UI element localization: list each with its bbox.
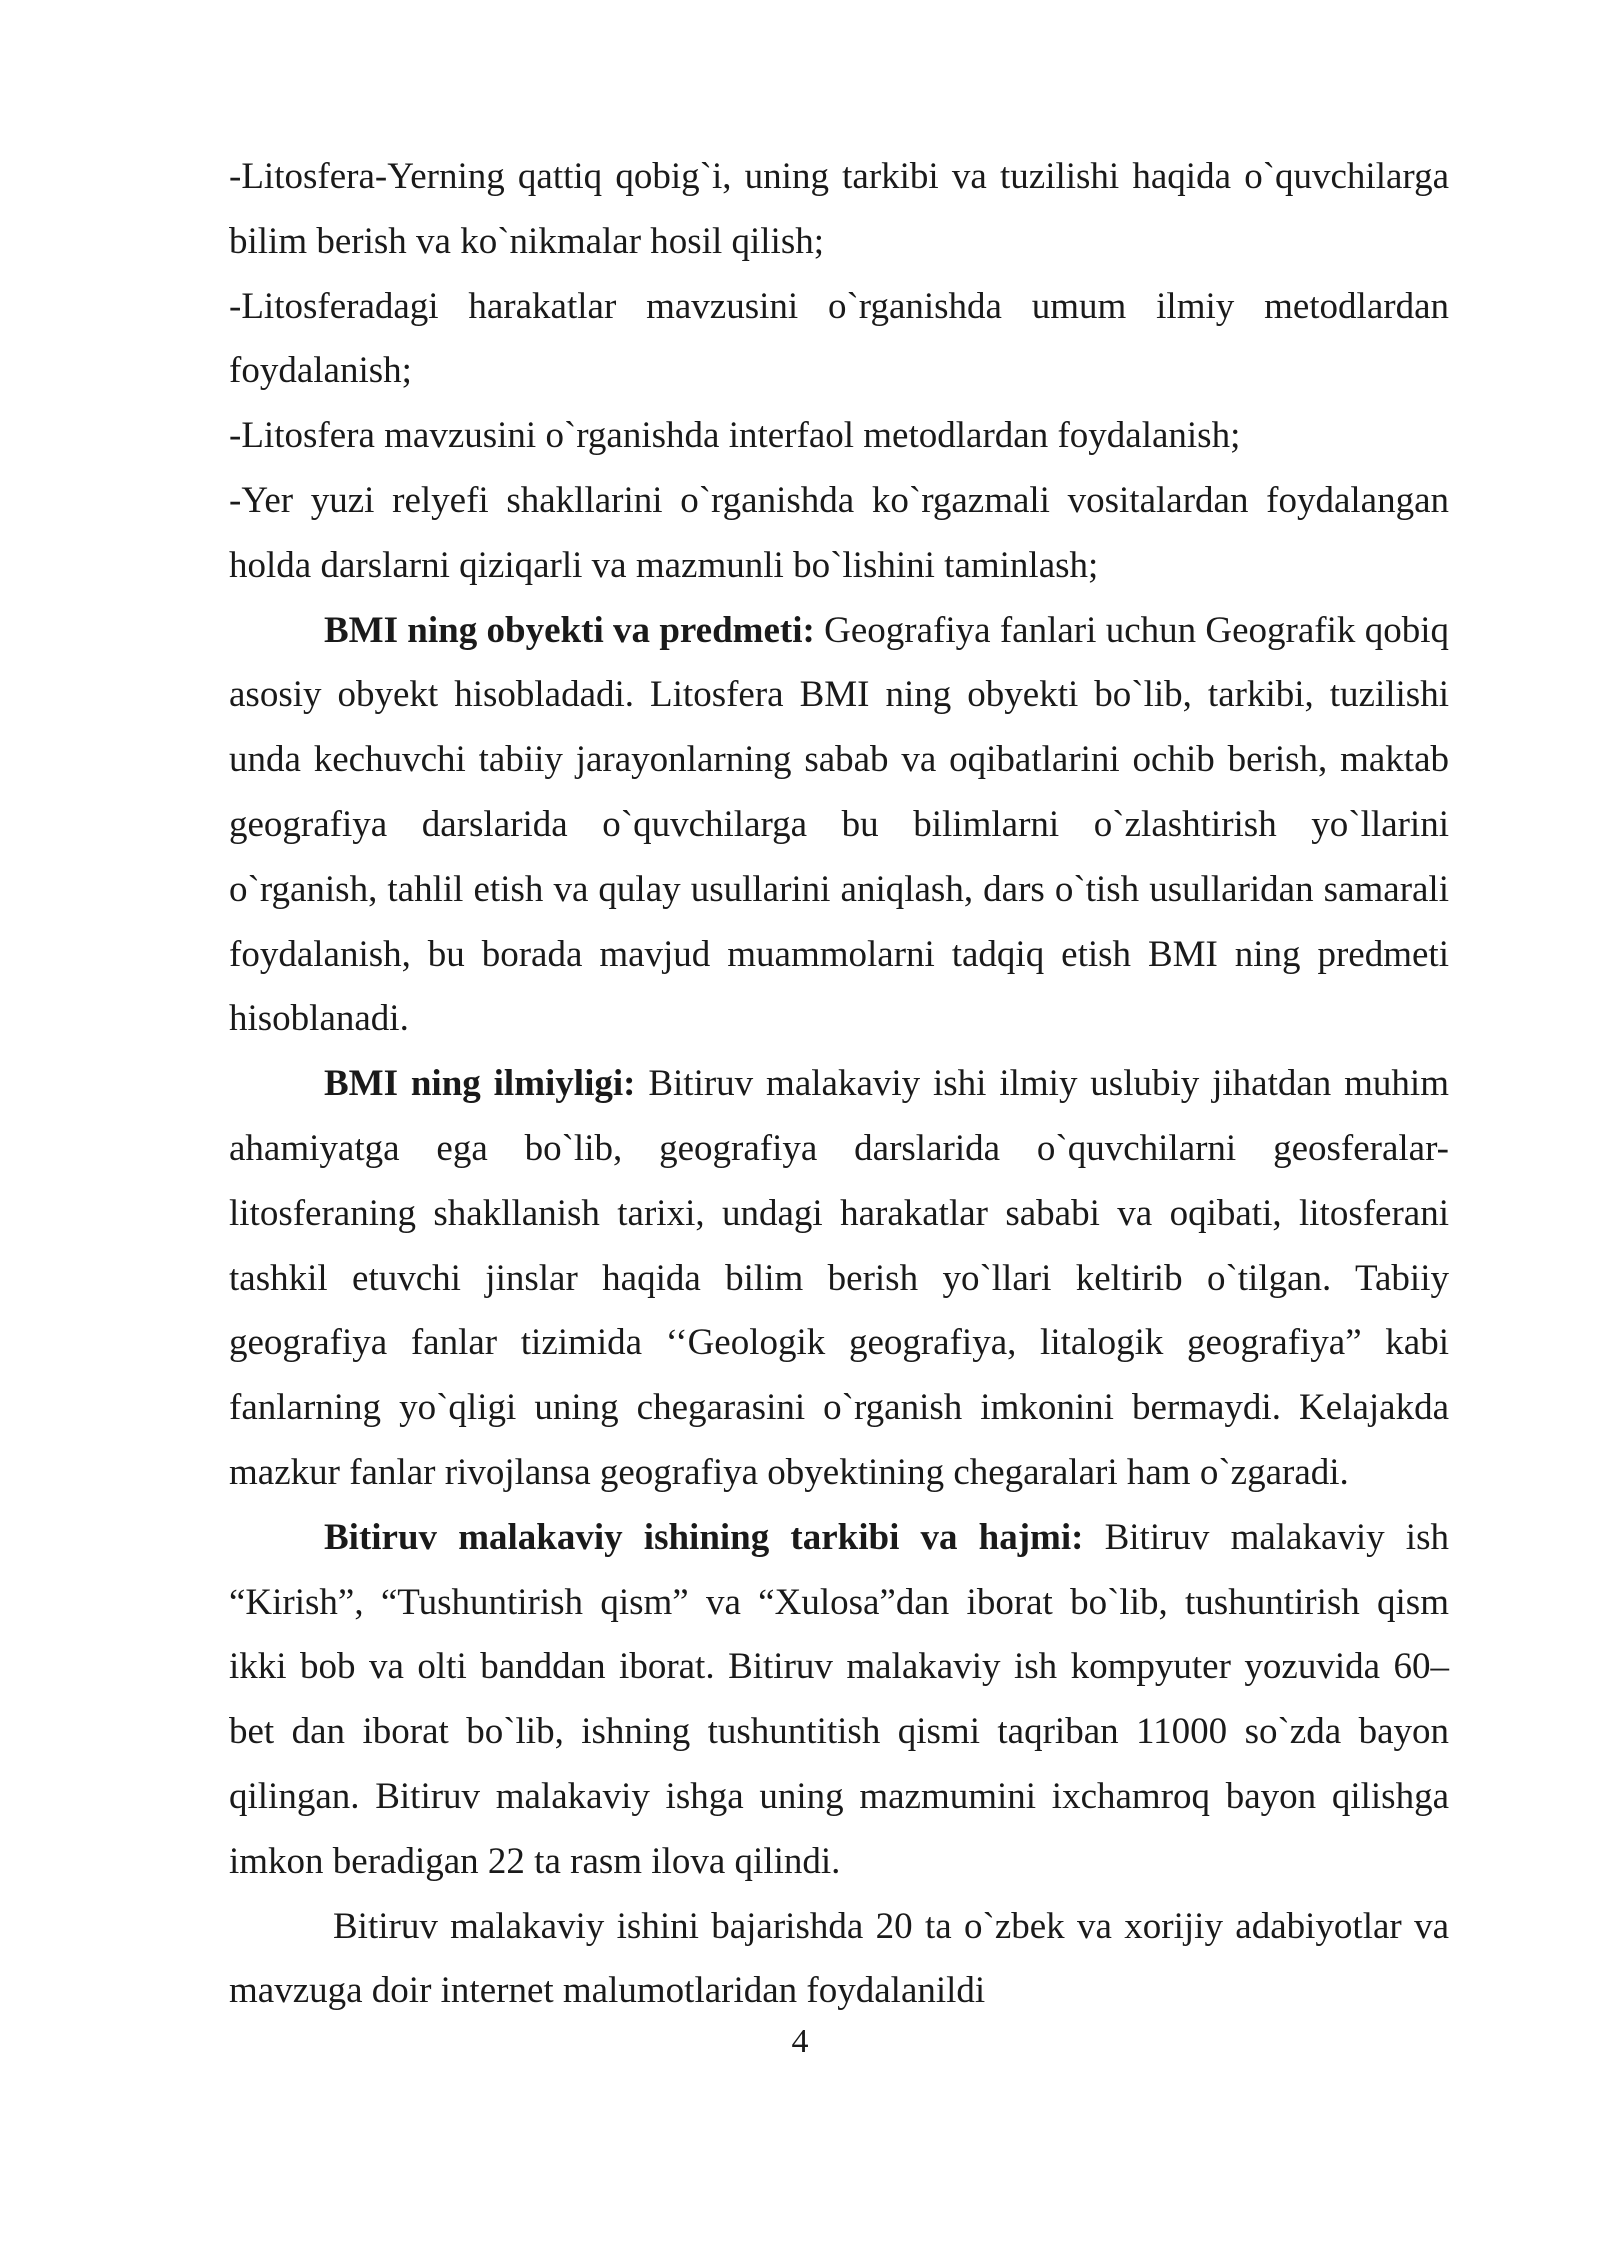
paragraph-object-and-subject bbox=[229, 599, 1449, 1053]
bullet-interactive-methods: -Litosfera mavzusini o`rganishda interfaol metodlardan foydalanish; bbox=[229, 415, 1241, 457]
heading-scientific-value: BMI ning ilmiyligi: bbox=[324, 1063, 636, 1105]
bullet-lithosphere-structure: -Litosfera-Yerning qattiq qobig`i, uning tarkibi va tuzilishi haqida o`quvchilarga bilim berish va ko`nikmalar hosil qilish; bbox=[229, 156, 1449, 262]
page-body bbox=[229, 145, 1449, 2024]
paragraph-sources: Bitiruv malakaviy ishini bajarishda 20 ta o`zbek va xorijiy adabiyotlar va mavzuga doir internet malumotlaridan foydalanildi bbox=[229, 1905, 1449, 2012]
bullet-lithosphere-movements: -Litosferadagi harakatlar mavzusini o`rganishda umum ilmiy metodlardan foydalanish; bbox=[229, 285, 1449, 392]
bullet-relief-visual-aids: -Yer yuzi relyefi shakllarini o`rganishda ko`rgazmali vositalardan foydalangan holda darslarni qiziqarli va mazmunli bo`lishini taminlash; bbox=[229, 479, 1449, 586]
page-number: 4 bbox=[791, 2023, 809, 2060]
heading-structure-and-volume: Bitiruv malakaviy ishining tarkibi va hajmi: bbox=[324, 1516, 1084, 1558]
text-structure-and-volume: Bitiruv malakaviy ish “Kirish”, “Tushuntirish qism” va “Xulosa”dan iborat bo`lib, tushuntirish qism ikki bob va olti banddan iborat. Bitiruv malakaviy ish kompyuter yozuvida 60– bet dan iborat bo`lib, ishning tushuntitish qismi taqriban 11000 so`zda bayon qilingan. Bitiruv malakaviy ishga uning mazmumini ixchamroq bayon qilishga imkon beradigan 22 ta rasm ilova qilindi. bbox=[229, 1516, 1449, 1882]
text-object-and-subject: Geografiya fanlari uchun Geografik qobiq asosiy obyekt hisobladadi. Litosfera BMI ning obyekti bo`lib, tarkibi, tuzilishi unda kechuvchi tabiiy jarayonlarning sabab va oqibatlarini ochib berish, maktab geografiya darslarida o`quvchilarga bu bilimlarni o`zlashtirish yo`llarini o`rganish, tahlil etish va qulay usullarini aniqlash, dars o`tish usullaridan samarali foydalanish, bu borada mavjud muammolarni tadqiq etish BMI ning predmeti hisoblanadi. bbox=[229, 609, 1449, 1040]
paragraph-scientific-value bbox=[229, 1052, 1449, 1506]
paragraph-structure-and-volume bbox=[229, 1506, 1449, 1895]
text-scientific-value: Bitiruv malakaviy ishi ilmiy uslubiy jihatdan muhim ahamiyatga ega bo`lib, geografiya darslarida o`quvchilarni geosferalar-litosferaning shakllanish tarixi, undagi harakatlar sababi va oqibati, litosferani tashkil etuvchi jinslar haqida bilim berish yo`llari keltirib o`tilgan. Tabiiy geografiya fanlar tizimida ‘‘Geologik geografiya, litalogik geografiya” kabi fanlarning yo`qligi uning chegarasini o`rganish imkonini bermaydi. Kelajakda mazkur fanlar rivojlansa geografiya obyektining chegaralari ham o`zgaradi. bbox=[229, 1063, 1449, 1493]
heading-object-and-subject: BMI ning obyekti va predmeti: bbox=[324, 609, 815, 651]
